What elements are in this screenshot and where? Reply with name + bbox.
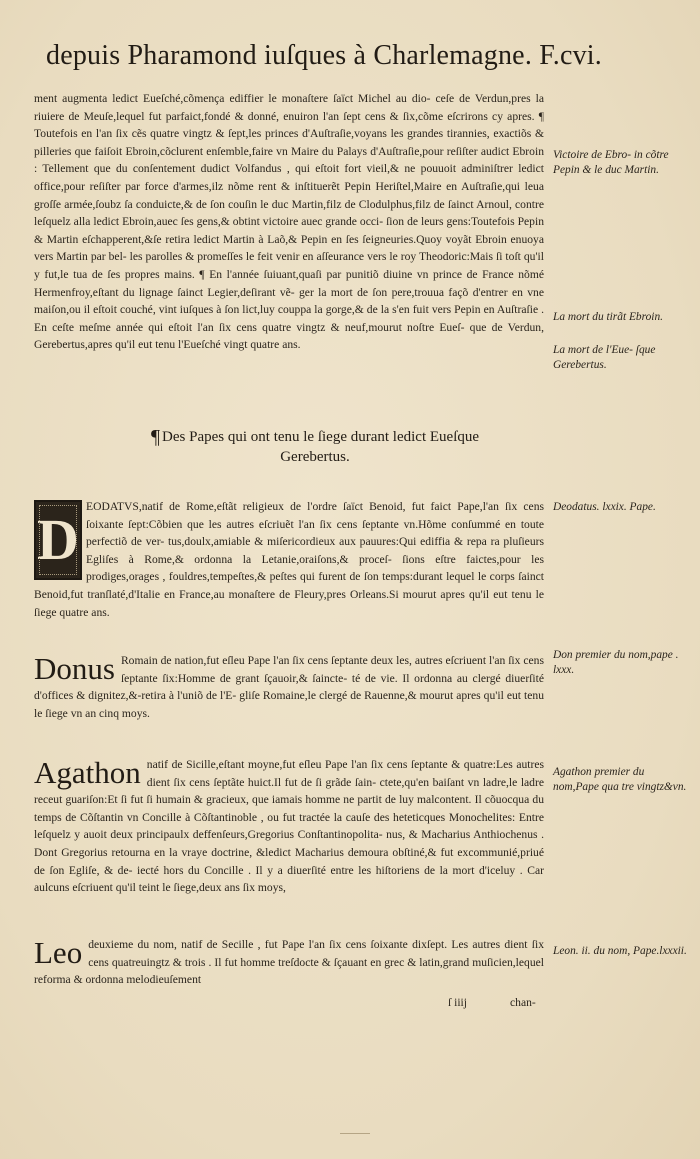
margin-note: La mort de l'Eue- ſque Gerebertus.	[553, 344, 656, 371]
initial-ornament	[39, 505, 77, 575]
initial-letter: D	[37, 507, 79, 572]
signature-mark: ſ iiij	[448, 996, 468, 1009]
margin-note: Victoire de Ebro- in cõtre Pepin & le duc Martin.	[553, 149, 669, 176]
catchword: chan-	[510, 996, 536, 1009]
entry-deodatus	[34, 498, 544, 621]
entry-agathon	[34, 756, 544, 897]
margin-note: Don premier du nom,pape . lxxx.	[553, 649, 679, 676]
entry-lead-word: Agathon	[34, 755, 141, 790]
entry-text: deuxieme du nom, natif de Secille , fut Pape l'an ſix cens ſoixante dixſept. Les autres dient ſix cens quatreuingtz & trois . Il fut homme treſdocte & ſçauant en grec & latin,grand muſicien,lequel reforma & ordonna melodieuſement	[34, 938, 544, 987]
margin-note: Agathon premier du nom,Pape qua tre vingtz&vn.	[553, 766, 687, 793]
margin-note: Leon. ii. du nom, Pape.lxxxii.	[553, 945, 687, 957]
section-heading-text: Des Papes qui ont tenu le ſiege durant ledict Eueſque Gerebertus.	[162, 429, 480, 465]
entry-text: Romain de nation,fut eſleu Pape l'an ſix cens ſeptante deux les, autres eſcriuent l'an ſix cens ſeptante ſix:Homme de grant ſçauoir,& ſaincte- té de vie. Il ordonna au clergé diuerſité d'offices & dignitez,&-retira à l'uniõ de l'E- gliſe Romaine,le clergé de Rauenne,& mourut apres qu'il eut tenu le ſiege vn an cinq moys.	[34, 654, 544, 720]
historiated-initial	[34, 500, 82, 580]
entry-donus	[34, 652, 544, 722]
margin-note: La mort du tirãt Ebroin.	[553, 311, 664, 323]
running-head: depuis Pharamond iuſques à Charlemagne. F.cvi.	[46, 40, 602, 71]
opening-text-block	[34, 90, 544, 354]
margin-note: Deodatus. lxxix. Pape.	[553, 501, 656, 513]
page-mark	[340, 1133, 370, 1134]
entry-lead-word: Leo	[34, 935, 83, 970]
entry-text: EODATVS,natif de Rome,eſtãt religieux de l'ordre ſaïct Benoid, fut faict Pape,l'an ſix cens ſoixante ſept:Cõbien que les autres eſcriuẽt l'an ſix cens ſeptante vn.Hõme conſummé en toute perfectiõ de ver- tus,doulx,amiable & miſericordieux aux pauures:Qui ediffia & repa ra pluſieurs Egliſes à Rome,& ordonna la Letanie,oraiſons,& proceſ- ſions eſtre faictes,pour les prodiges,orages , fouldres,tempeſtes,& peſtes qui furent de ſon temps:durant lequel le corps ſainct Benoid,fut tranſlaté,d'Italie en France,au monaſtere de Fleury,pres Orleans.Si mourut apres qu'il eut tenu le ſiege quatre ans.	[34, 500, 544, 619]
entry-leo	[34, 936, 544, 989]
entry-lead-word: Donus	[34, 651, 115, 686]
section-heading	[150, 427, 480, 467]
pilcrow-mark: ¶	[150, 426, 161, 448]
body-paragraph: ment augmenta ledict Eueſché,cõmença ediffier le monaſtere ſaïct Michel au dio- ceſe de Verdun,pres la riuiere de Meuſe,lequel fut parfaict,fondé & donné, enuiron l'an ſept cens & ſix,cõme eſcrirons cy apres. ¶ Toutefois en l'an ſix cẽs quatre vingtz & ſept,les princes d'Auſtraſie,voyans les grandes tirannies, exactiõs & pilleries que faiſoit Ebroin,cõclurent enſemble,faire vn Maire du Palays d'Auſtraſie,pour reſiſter audict Ebroin : Tellement que du conſentement dudict Volfandus , qui eſtoit fort vieil,& ne pouuoit adminiſtrer ledict office,pour reſiſter par force d'armes,ilz nõme rent & inſtituerẽt Pepin Heriſtel,Maire en Auſtraſie,qui leua groſſe armée,ſoubz ſa conduicte,& de ſon couſin le duc Martin,filz de Clodulphus,filz de ſainct Arnoul, contre leſquelz alla ledict Ebroin,auec ſes gens,& obtint victoire auec grande occi- ſion de leurs gens:Toutefois Pepin & Martin eſchapperent,&ſe retira ledict Martin à Laõ,& Pepin en ſes ſeigneuries.Quoy voyãt Ebroin enuoya vers Martin par bel- les parolles & promeſſes le feit venir en aſſeurance vers le roy Theodoric:Mais ſi toſt qu'il y fut,le tua de ſes propres mains. ¶ En l'année ſuiuant,quaſi par punitiõ diuine vn prince de France nõmé Hermenfroy,eſtant du lignage ſainct Legier,deſirant vẽ- ger la mort de ſon pere,trouua façõ d'entrer en vne maiſon,ou il eſtoit couché, vint iuſques à ſon lict,luy couppa la gorge,& de la s'en fuit vers Pepin en Auſtraſie . En ceſte meſme année qui eſtoit l'an ſix cens quatre vingtz & neuf,mourut noſtre Eueſ- que de Verdun, Gerebertus,apres qu'il eut tenu l'Eueſché vingt quatre ans.	[34, 92, 544, 352]
entry-text: natif de Sicille,eſtant moyne,fut eſleu Pape l'an ſix cens ſeptante & quatre:Les autres dient ſix cens ſeptãte huict.Il fut de ſi grãde ſain- ctete,qu'en baiſant vn ladre,le ladre receut guariſon:Et ſi fut ſi humain & gracieux, que iamais homme ne partit de luy malcontent. Il cõuocqua du temps de Cõſtantin vn Concille à Cõſtantinoble , ou fut tractée la cauſe des heteticques Monochelites: Entre leſquelz y auoit deux principaulx deffenſeurs,Gregorius Conſtantinopolita- nus, & Macharius Anthiochenus . Dont Gregorius retourna en la vraye doctrine, &ledict Macharius demoura obſtiné,& fut excommunié,priué de ſon Egliſe, & de- iecté hors du Concille . Il y a diuerſité entre les hiſtoriens de la mort d'iceluy . Car aulcuns eſcriuent qu'il teint le ſiege,deux ans ſix moys,	[34, 758, 544, 895]
